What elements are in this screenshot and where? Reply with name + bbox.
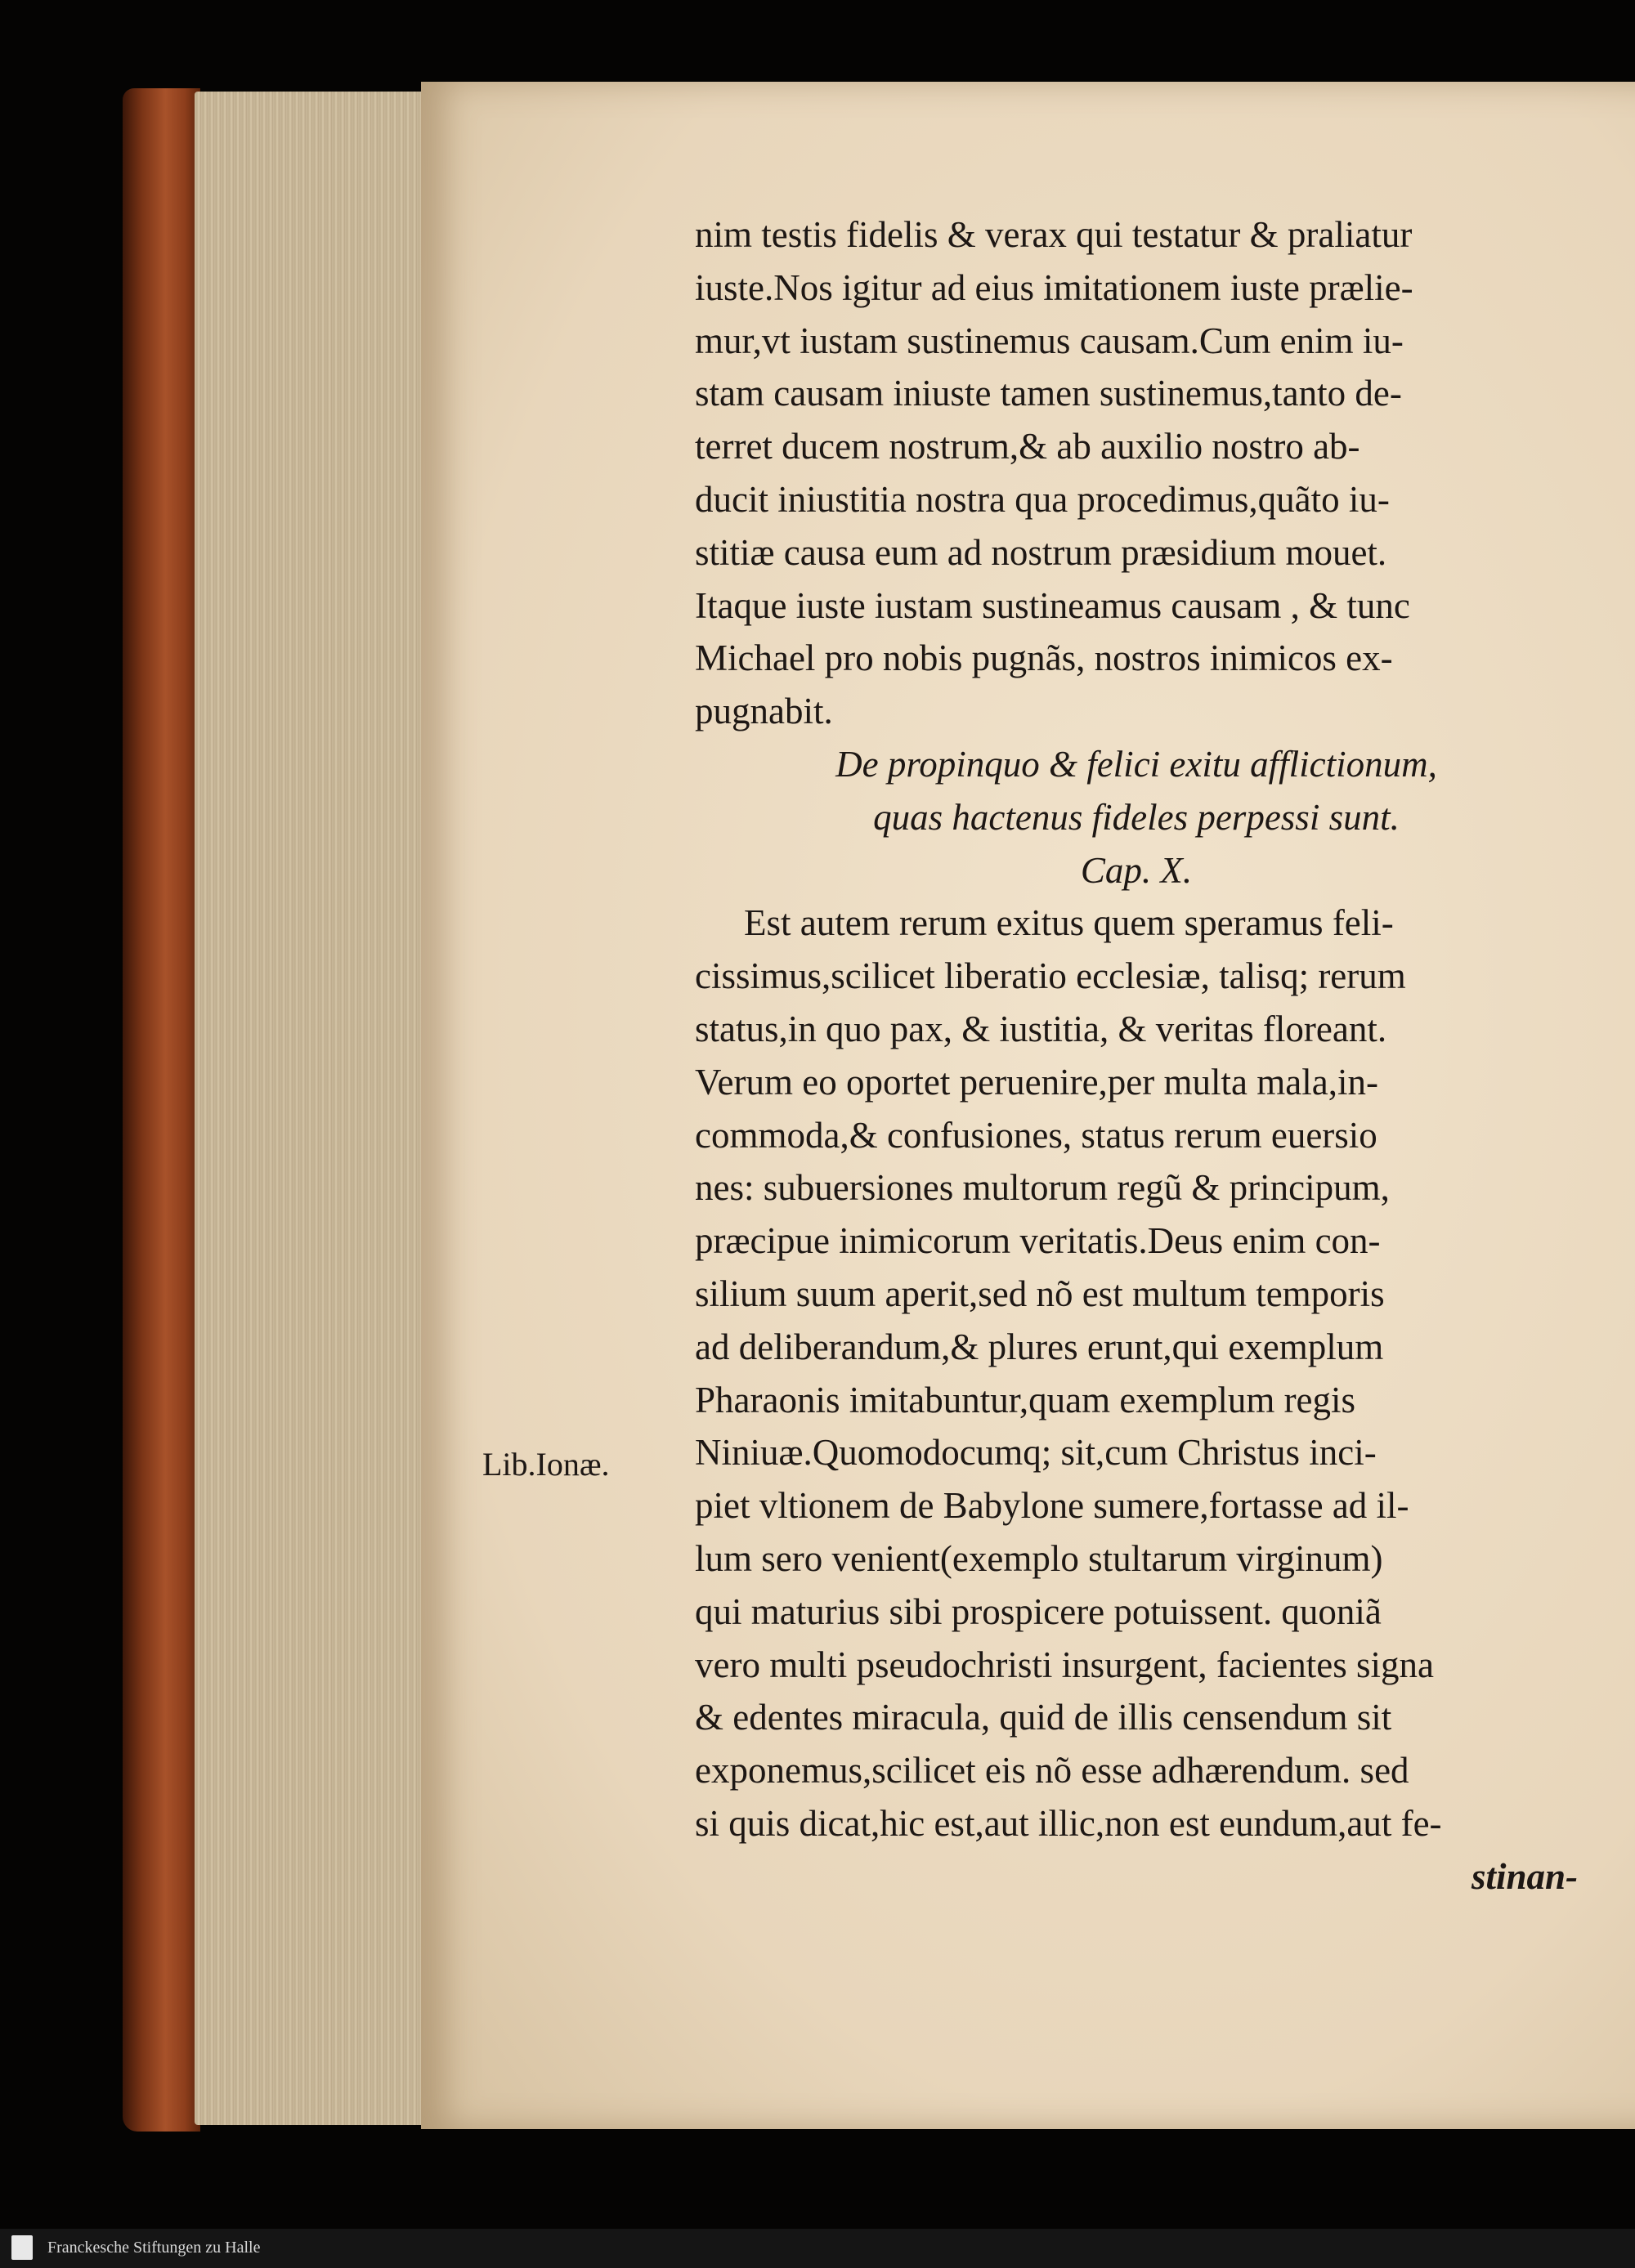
text-line: ad deliberandum,& plures erunt,qui exemplum [695, 1326, 1384, 1367]
text-line: cissimus,scilicet liberatio ecclesiæ, talisq; rerum [695, 955, 1406, 997]
page-text [695, 208, 1578, 1903]
chapter-heading: quas hactenus fideles perpessi sunt. [873, 796, 1400, 838]
text-line: iuste.Nos igitur ad eius imitationem iuste prælie- [695, 266, 1413, 308]
text-line: ducit iniustitia nostra qua procedimus,quãto iu- [695, 478, 1390, 520]
text-line: piet vltionem de Babylone sumere,fortasse ad il- [695, 1485, 1409, 1527]
text-line: silium suum aperit,sed nõ est multum temporis [695, 1273, 1385, 1314]
text-line: terret ducem nostrum,& ab auxilio nostro ab- [695, 426, 1360, 467]
footer-institution: Franckesche Stiftungen zu Halle [47, 2239, 261, 2257]
text-line: exponemus,scilicet eis nõ esse adhærendum. sed [695, 1750, 1409, 1792]
footer-bar [0, 2229, 1635, 2268]
text-line: Est autem rerum exitus quem speramus feli- [744, 902, 1394, 944]
text-line: vero multi pseudochristi insurgent, facientes signa [695, 1644, 1434, 1685]
institution-logo-icon [11, 2235, 33, 2260]
text-line: stam causam iniuste tamen sustinemus,tanto de- [695, 373, 1402, 414]
text-line: præcipue inimicorum veritatis.Deus enim con- [695, 1220, 1381, 1262]
text-line: Michael pro nobis pugnãs, nostros inimicos ex- [695, 637, 1393, 679]
book-spine [123, 88, 200, 2132]
margin-note: Lib.Ionæ. [482, 1446, 610, 1483]
text-line: Pharaonis imitabuntur,quam exemplum regis [695, 1379, 1356, 1420]
text-line: si quis dicat,hic est,aut illic,non est eundum,aut fe- [695, 1802, 1442, 1844]
chapter-number: Cap. X. [1080, 849, 1193, 891]
text-line: lum sero venient(exemplo stultarum virginum) [695, 1537, 1383, 1579]
text-line: commoda,& confusiones, status rerum euersio [695, 1114, 1377, 1156]
text-line: pugnabit. [695, 691, 833, 732]
text-line: status,in quo pax, & iustitia, & veritas floreant. [695, 1008, 1387, 1049]
text-line: nim testis fidelis & verax qui testatur & praliatur [695, 214, 1413, 255]
text-line: Niniuæ.Quomodocumq; sit,cum Christus inci- [695, 1432, 1377, 1474]
text-line: Itaque iuste iustam sustineamus causam , & tunc [695, 584, 1410, 626]
text-line: Verum eo oportet peruenire,per multa mala,in- [695, 1061, 1378, 1103]
chapter-heading: De propinquo & felici exitu afflictionum, [835, 743, 1437, 785]
catchword: stinan- [1471, 1855, 1578, 1897]
text-line: & edentes miracula, quid de illis censendum sit [695, 1697, 1392, 1738]
text-line: qui maturius sibi prospicere potuissent. quoniã [695, 1590, 1382, 1632]
text-line: nes: subuersiones multorum regũ & principum, [695, 1167, 1390, 1209]
text-line: mur,vt iustam sustinemus causam.Cum enim iu- [695, 320, 1404, 361]
text-line: stitiæ causa eum ad nostrum præsidium mouet. [695, 531, 1387, 573]
